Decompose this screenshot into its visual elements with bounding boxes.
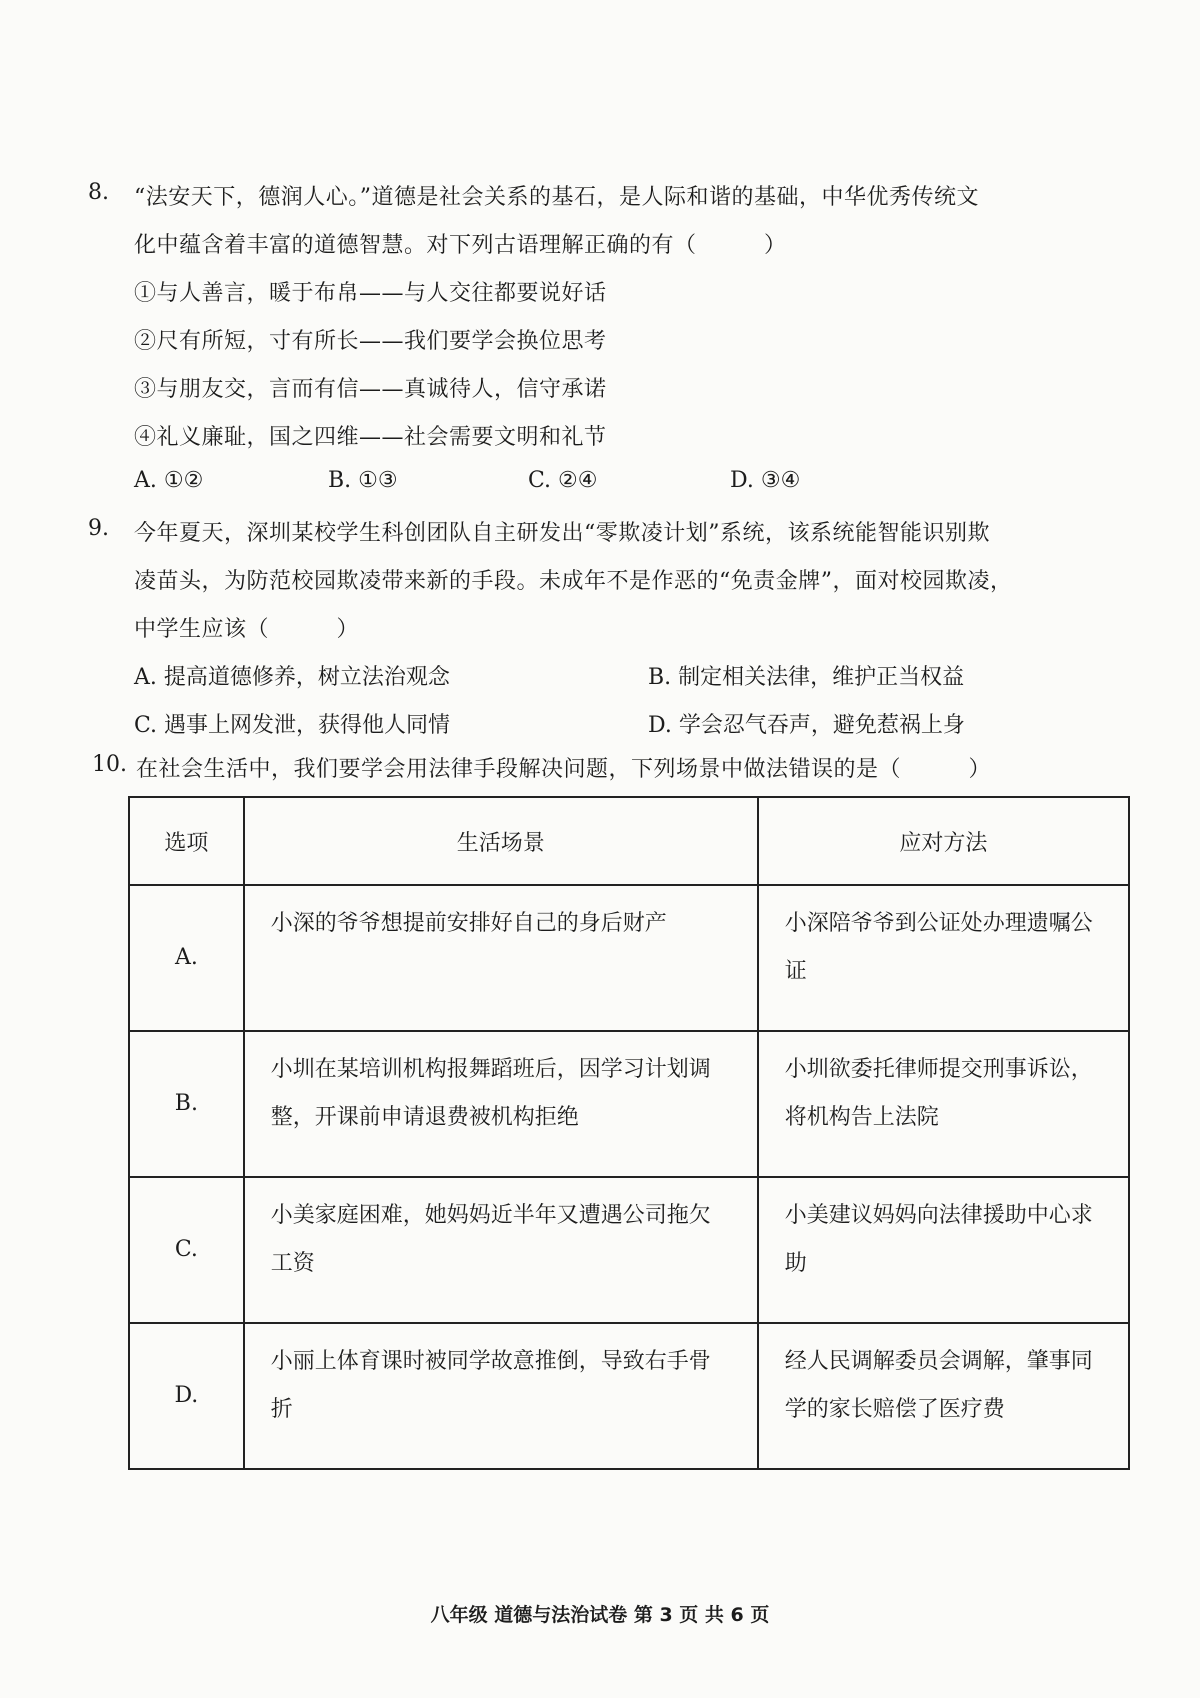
table-row <box>129 1031 1129 1177</box>
method-cell: 经人民调解委员会调解，肇事同学的家长赔偿了医疗费 <box>758 1323 1129 1469</box>
question-stem-line: 凌苗头，为防范校园欺凌带来新的手段。未成年不是作恶的“免责金牌”，面对校园欺凌， <box>134 569 1013 594</box>
scene-cell: 小美家庭困难，她妈妈近半年又遭遇公司拖欠工资 <box>244 1177 758 1323</box>
column-header: 选项 <box>129 797 244 885</box>
scene-cell: 小圳在某培训机构报舞蹈班后，因学习计划调整，开课前申请退费被机构拒绝 <box>244 1031 758 1177</box>
statement: ②尺有所短，寸有所长——我们要学会换位思考 <box>134 329 607 354</box>
table-row <box>129 885 1129 1031</box>
option-c: C. ②④ <box>528 468 598 493</box>
question-stem-line: “法安天下，德润人心。”道德是社会关系的基石，是人际和谐的基础，中华优秀传统文 <box>134 185 979 210</box>
option-a: A. 提高道德修养，树立法治观念 <box>134 665 450 690</box>
option-b: B. 制定相关法律，维护正当权益 <box>648 665 965 690</box>
question-number: 10. <box>92 752 127 777</box>
question-number: 8. <box>88 180 109 205</box>
column-header: 生活场景 <box>244 797 758 885</box>
row-label: D. <box>129 1323 244 1469</box>
scene-cell: 小深的爷爷想提前安排好自己的身后财产 <box>244 885 758 1031</box>
method-cell: 小圳欲委托律师提交刑事诉讼，将机构告上法院 <box>758 1031 1129 1177</box>
statement: ④礼义廉耻，国之四维——社会需要文明和礼节 <box>134 425 607 450</box>
method-cell: 小美建议妈妈向法律援助中心求助 <box>758 1177 1129 1323</box>
question-stem-line: 在社会生活中，我们要学会用法律手段解决问题，下列场景中做法错误的是（ ） <box>136 757 992 782</box>
row-label: A. <box>129 885 244 1031</box>
table-row <box>129 1177 1129 1323</box>
option-a: A. ①② <box>134 468 204 493</box>
page-footer: 八年级 道德与法治试卷 第 3 页 共 6 页 <box>430 1604 770 1626</box>
method-cell: 小深陪爷爷到公证处办理遗嘱公证 <box>758 885 1129 1031</box>
table-header-row <box>129 797 1129 885</box>
option-c: C. 遇事上网发泄，获得他人同情 <box>134 713 451 738</box>
question-number: 9. <box>88 516 109 541</box>
question-stem-line: 化中蕴含着丰富的道德智慧。对下列古语理解正确的有（ ） <box>134 233 787 258</box>
question-stem-line: 今年夏天，深圳某校学生科创团队自主研发出“零欺凌计划”系统，该系统能智能识别欺 <box>134 521 990 546</box>
option-d: D. ③④ <box>730 468 801 493</box>
question-stem-line: 中学生应该（ ） <box>134 617 360 642</box>
table-row <box>129 1323 1129 1469</box>
option-d: D. 学会忍气吞声，避免惹祸上身 <box>648 713 965 738</box>
statement: ③与朋友交，言而有信——真诚待人，信守承诺 <box>134 377 607 402</box>
statement: ①与人善言，暖于布帛——与人交往都要说好话 <box>134 281 607 306</box>
scenario-table <box>128 796 1130 1470</box>
row-label: B. <box>129 1031 244 1177</box>
option-b: B. ①③ <box>328 468 398 493</box>
column-header: 应对方法 <box>758 797 1129 885</box>
scene-cell: 小丽上体育课时被同学故意推倒，导致右手骨折 <box>244 1323 758 1469</box>
row-label: C. <box>129 1177 244 1323</box>
